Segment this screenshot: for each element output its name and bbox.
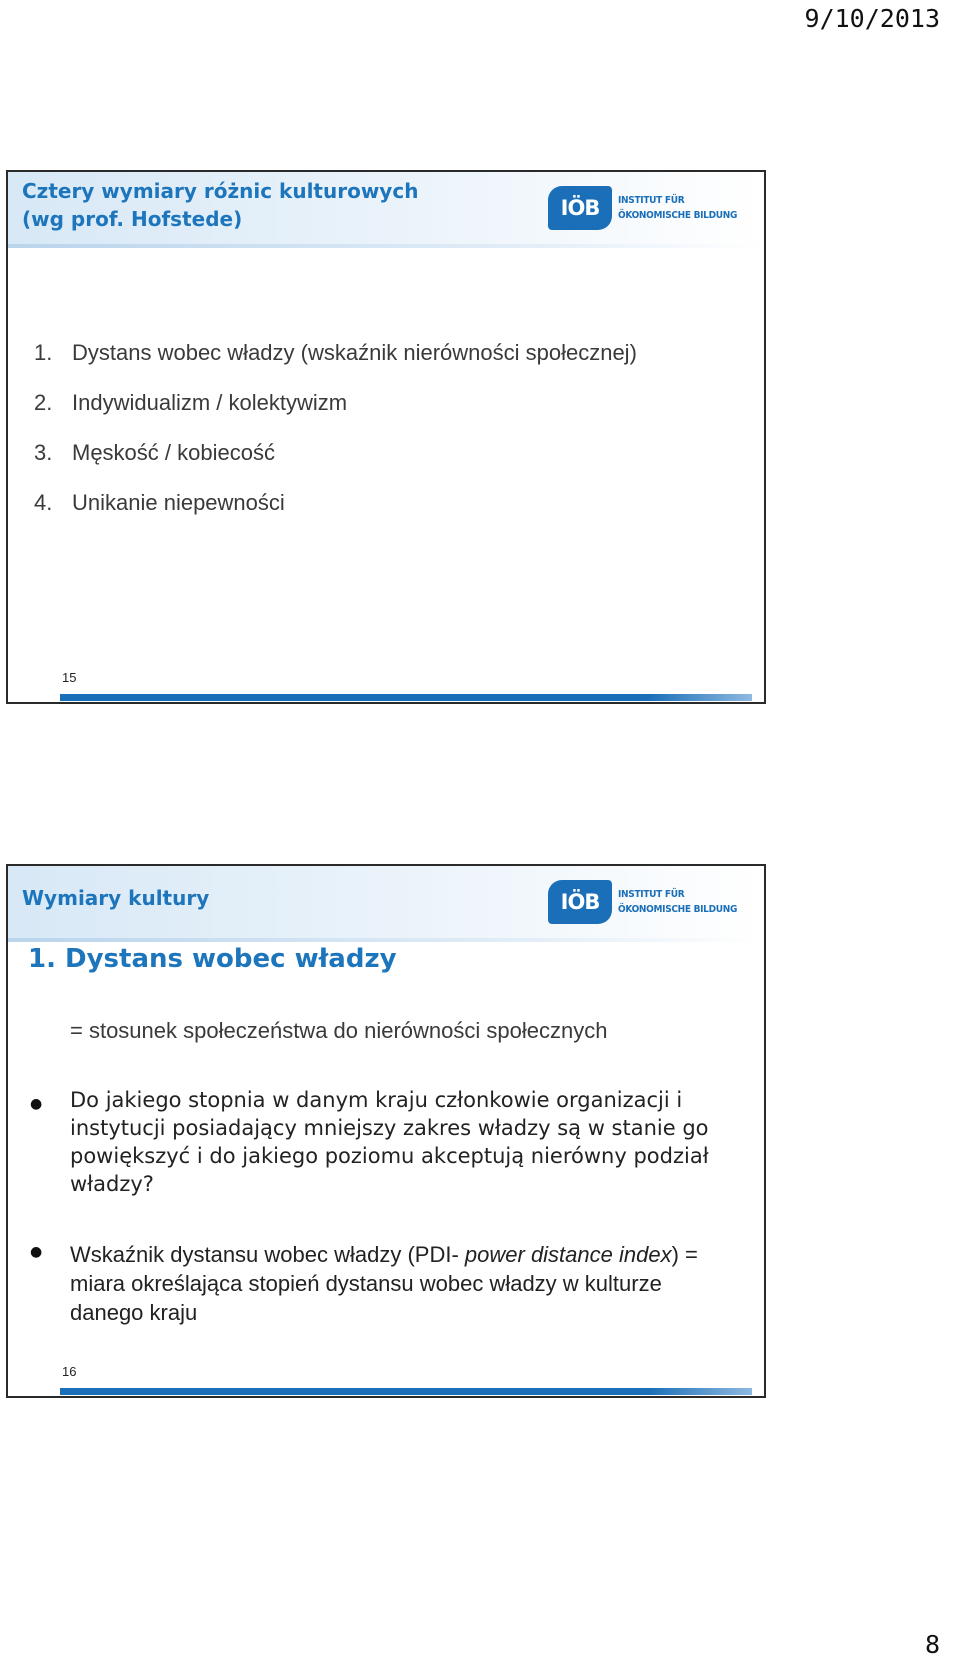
bullet-text-part: Wskaźnik dystansu wobec władzy (PDI-	[70, 1242, 465, 1267]
slide-title-line-1: Cztery wymiary różnic kulturowych	[22, 179, 419, 203]
slide-title: Wymiary kultury	[22, 886, 210, 910]
list-item-number: 2.	[34, 390, 53, 415]
bullet-icon: ●	[30, 1244, 43, 1260]
list-item-number: 3.	[34, 440, 53, 465]
section-heading: 1. Dystans wobec władzy	[28, 944, 397, 974]
list-item-number: 4.	[34, 490, 53, 515]
logo-text-line-2: ÖKONOMISCHE BILDUNG	[618, 210, 738, 221]
slide-footer-bar	[60, 1388, 752, 1395]
slide-title-line-2: (wg prof. Hofstede)	[22, 207, 243, 231]
list-item	[34, 328, 637, 378]
ioeb-logo	[548, 186, 750, 230]
bullet-text-italic: index	[619, 1242, 672, 1267]
definition-text: = stosunek społeczeństwa do nierówności społecznych	[70, 1018, 608, 1043]
slide-footer-bar	[60, 694, 752, 701]
list-item-text: Męskość / kobiecość	[72, 440, 275, 465]
slide-15	[6, 170, 766, 704]
slide-header	[8, 172, 764, 244]
logo-mark: IÖB	[548, 186, 612, 230]
ioeb-logo	[548, 880, 750, 924]
list-item-text: Unikanie niepewności	[72, 490, 285, 515]
page-date: 9/10/2013	[804, 4, 940, 33]
list-item-text: Dystans wobec władzy (wskaźnik nierówności społecznej)	[72, 340, 637, 365]
slide-title	[22, 177, 418, 233]
bullet-text	[70, 1240, 730, 1327]
dimensions-list	[34, 328, 637, 528]
logo-text	[618, 887, 737, 917]
list-item-text: Indywidualizm / kolektywizm	[72, 390, 348, 415]
logo-text	[618, 193, 737, 223]
slide-16	[6, 864, 766, 1398]
bullet-text: Do jakiego stopnia w danym kraju członkowie organizacji i instytucji posiadający mniejszy zakres władzy są w stanie go powiększyć i do jakiego poziomu akceptują nierówny podział władzy?	[70, 1088, 709, 1196]
list-item-number: 1.	[34, 340, 53, 365]
list-item	[34, 428, 637, 478]
bullet-icon: ●	[30, 1096, 43, 1112]
logo-text-line-1: INSTITUT FÜR	[618, 889, 685, 900]
logo-text-line-2: ÖKONOMISCHE BILDUNG	[618, 904, 738, 915]
slide-number: 15	[62, 670, 77, 685]
bullet-text-italic: power distance	[464, 1242, 613, 1267]
logo-text-line-1: INSTITUT FÜR	[618, 195, 685, 206]
list-item	[34, 378, 637, 428]
bullet-text-part: ) = miara określająca stopień dystansu wobec władzy w kulturze danego kraju	[70, 1242, 698, 1325]
logo-mark: IÖB	[548, 880, 612, 924]
slide-header	[8, 866, 764, 938]
page-number: 8	[924, 1630, 940, 1659]
list-item	[34, 478, 637, 528]
slide-number: 16	[62, 1364, 77, 1379]
